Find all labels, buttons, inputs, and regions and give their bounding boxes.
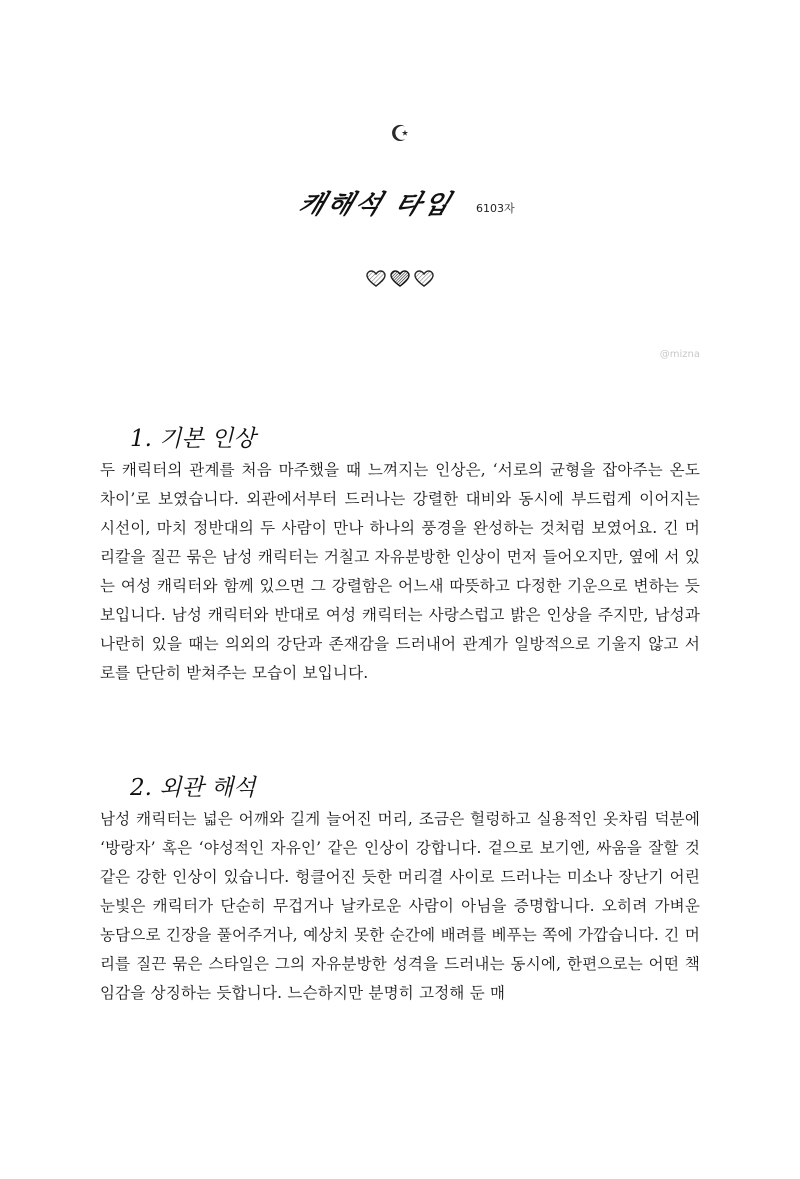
- section-heading: 1. 기본 인상: [130, 426, 256, 452]
- watermark: @mizna: [659, 349, 700, 360]
- title-row: [0, 184, 800, 224]
- section-body: 두 캐릭터의 관계를 처음 마주했을 때 느껴지는 인상은, ‘서로의 균형을 잡아주는 온도 차이’로 보였습니다. 외관에서부터 드러나는 강렬한 대비와 동시에 부드럽게 이어지는 시선이, 마치 정반대의 두 사람이 만나 하나의 풍경을 완성하는 것처럼 보였어요. 긴 머리칼을 질끈 묶은 남성 캐릭터는 거칠고 자유분방한 인상이 먼저 들어오지만, 옆에 서 있는 여성 캐릭터와 함께 있으면 그 강렬함은 어느새 따뜻하고 다정한 기운으로 변하는 듯 보입니다. 남성 캐릭터와 반대로 여성 캐릭터는 사랑스럽고 밝은 인상을 주지만, 남성과 나란히 있을 때는 의외의 강단과 존재감을 드러내어 관계가 일방적으로 기울지 않고 서로를 단단히 받쳐주는 모습이 보입니다.: [100, 461, 700, 682]
- section-appearance-analysis: [100, 773, 700, 1008]
- hearts-decoration: [0, 270, 800, 288]
- section-body: 남성 캐릭터는 넓은 어깨와 길게 늘어진 머리, 조금은 헐렁하고 실용적인 옷차림 덕분에 ‘방랑자’ 혹은 ‘야성적인 자유인’ 같은 인상이 강합니다. 겉으로 보기엔, 싸움을 잘할 것 같은 강한 인상이 있습니다. 헝클어진 듯한 머리결 사이로 드러나는 미소나 장난기 어린 눈빛은 캐릭터가 단순히 무겁거나 날카로운 사람이 아님을 증명합니다. 오히려 가벼운 농담으로 긴장을 풀어주거나, 예상치 못한 순간에 배려를 베푸는 쪽에 가깝습니다. 긴 머리를 질끈 묶은 스타일은 그의 자유분방한 성격을 드러내는 동시에, 한편으로는 어떤 책임감을 상징하는 듯합니다. 느슨하지만 분명히 고정해 둔 매: [100, 810, 700, 1002]
- page-title: 캐해석 타입: [294, 190, 457, 220]
- section-heading: 2. 외관 해석: [130, 775, 256, 801]
- section-basic-impression: [100, 424, 700, 688]
- outline-heart-icon: [414, 270, 434, 288]
- character-count: 6103자: [476, 202, 515, 215]
- filled-heart-icon: [390, 270, 410, 288]
- outline-heart-icon: [366, 270, 386, 288]
- crescent-star-icon: ☪: [390, 122, 410, 147]
